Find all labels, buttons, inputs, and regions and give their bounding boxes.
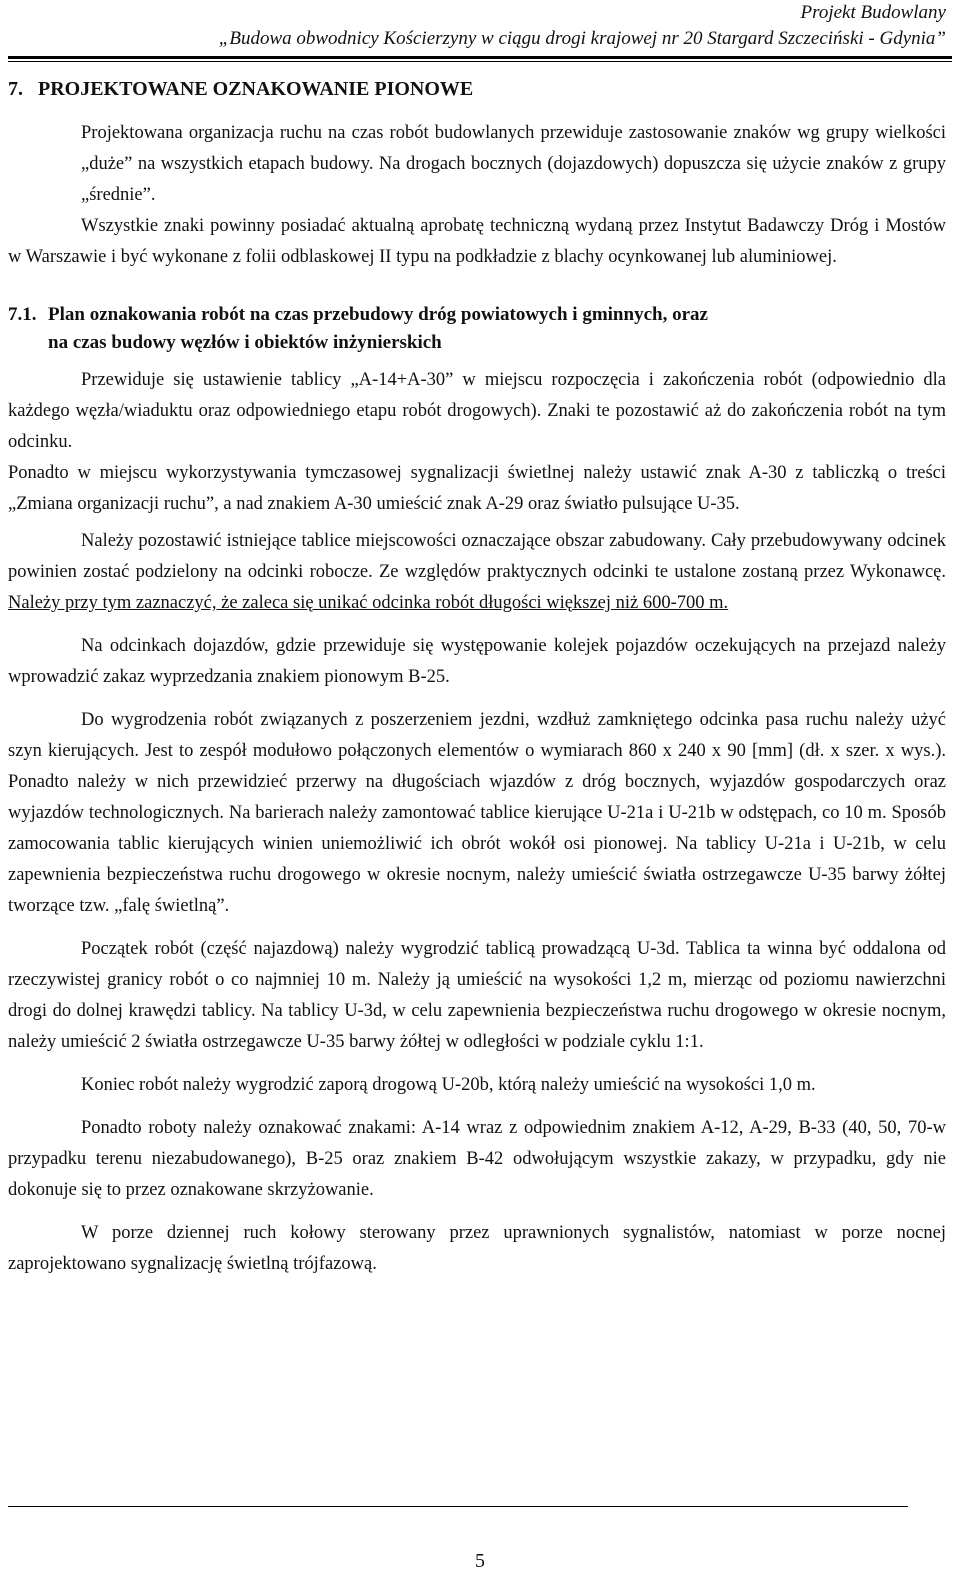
page-number: 5 <box>475 1550 485 1572</box>
subsection-paragraph-1: Przewiduje się ustawienie tablicy „A-14+A-30” w miejscu rozpoczęcia i zakończenia robót (odpowiednio dla każdego węzła/wiaduktu oraz odpowiedniego etapu robót drogowych). Znaki te pozostawić aż do zakończenia robót na tym odcinku. <box>8 370 946 452</box>
subsection-paragraph-8: Ponadto roboty należy oznakować znakami: A-14 wraz z odpowiednim znakiem A-12, A-29, B-33 (40, 50, 70-w przypadku terenu niezabudowanego), B-25 oraz znakiem B-42 odwołującym wszystkie zakazy, w przypadku, gdy nie dokonuje się to przez oznakowane skrzyżowanie. <box>8 1118 946 1200</box>
section-paragraph-2: Wszystkie znaki powinny posiadać aktualną aprobatę techniczną wydaną przez Instytut Badawczy Dróg i Mostów w Warszawie i być wykonane z folii odblaskowej II typu na podkładzie z blachy ocynkowanej lub aluminiowej. <box>8 216 946 267</box>
subsection-paragraph-3 <box>8 526 946 619</box>
section-heading <box>8 74 946 104</box>
section-paragraph-1: Projektowana organizacja ruchu na czas robót budowlanych przewiduje zastosowanie znaków wg grupy wielkości „duże” na wszystkich etapach budowy. Na drogach bocznych (dojazdowych) dopuszcza się użycie znaków z grupy „średnie”. <box>81 123 946 205</box>
footer-divider <box>8 1506 908 1507</box>
header-divider <box>8 56 952 62</box>
subsection-paragraph-9: W porze dziennej ruch kołowy sterowany przez uprawnionych sygnalistów, natomiast w porze nocnej zaprojektowano sygnalizację świetlną trójfazową. <box>8 1223 946 1274</box>
subsection-paragraph-6: Początek robót (część najazdową) należy wygrodzić tablicą prowadzącą U-3d. Tablica ta winna być oddalona od rzeczywistej granicy robót o co najmniej 10 m. Należy ją umieścić na wysokości 1,2 m, mierząc od poziomu nawierzchni drogi do dolnej krawędzi tablicy. Na tablicy U-3d, w celu zapewnienia bezpieczeństwa ruchu drogowego w okresie nocnym, należy umieścić 2 światła ostrzegawcze U-35 barwy żółtej w odległości w podziale cyklu 1:1. <box>8 939 946 1052</box>
subsection-title-line1: Plan oznakowania robót na czas przebudowy dróg powiatowych i gminnych, oraz <box>48 304 708 325</box>
subsection-paragraph-7: Koniec robót należy wygrodzić zaporą drogową U-20b, którą należy umieścić na wysokości 1,0 m. <box>81 1075 816 1095</box>
document-body <box>8 74 946 1280</box>
section-title: PROJEKTOWANE OZNAKOWANIE PIONOWE <box>38 78 474 100</box>
subsection-title-line2: na czas budowy węzłów i obiektów inżynierskich <box>48 332 442 353</box>
header-project-title: „Budowa obwodnicy Kościerzyny w ciągu drogi krajowej nr 20 Stargard Szczeciński - Gdynia” <box>218 28 946 49</box>
paragraph-3-plain-text: Należy pozostawić istniejące tablice miejscowości oznaczające obszar zabudowany. Cały przebudowywany odcinek powinien zostać podzielony na odcinki robocze. Ze względów praktycznych odcinki te ustalone zostaną przez Wykonawcę. <box>8 531 946 582</box>
subsection-paragraph-4: Na odcinkach dojazdów, gdzie przewiduje się występowanie kolejek pojazdów oczekujących na przejazd należy wprowadzić zakaz wyprzedzania znakiem pionowym B-25. <box>8 636 946 687</box>
header-project-type: Projekt Budowlany <box>800 2 946 23</box>
section-number: 7. <box>8 78 23 100</box>
page-header <box>0 0 946 52</box>
paragraph-3-underlined-text: Należy przy tym zaznaczyć, że zaleca się unikać odcinka robót długości większej niż 600-700 m. <box>8 593 729 613</box>
subsection-number: 7.1. <box>8 304 37 325</box>
subsection-paragraph-5: Do wygrodzenia robót związanych z poszerzeniem jezdni, wzdłuż zamkniętego odcinka pasa ruchu należy użyć szyn kierujących. Jest to zespół modułowo połączonych elementów o wymiarach 860 x 240 x 90 [mm] (dł. x szer. x wys.). Ponadto należy w nich przewidzieć przerwy na długościach wjazdów z dróg bocznych, wyjazdów gospodarczych oraz wyjazdów technologicznych. Na barierach należy zamontować tablice kierujące U-21a i U-21b w odstępach, co 10 m. Sposób zamocowania tablic kierujących winien uniemożliwić ich obrót wokół osi pionowej. Na tablicy U-21a i U-21b, w celu zapewnienia bezpieczeństwa ruchu drogowego w okresie nocnym, należy umieścić światła ostrzegawcze U-35 barwy żółtej tworzące tzw. „falę świetlną”. <box>8 710 946 916</box>
subsection-heading <box>8 301 946 357</box>
subsection-paragraph-2: Ponadto w miejscu wykorzystywania tymczasowej sygnalizacji świetlnej należy ustawić znak A-30 z tabliczką o treści „Zmiana organizacji ruchu”, a nad znakiem A-30 umieścić znak A-29 oraz światło pulsujące U-35. <box>8 463 946 514</box>
